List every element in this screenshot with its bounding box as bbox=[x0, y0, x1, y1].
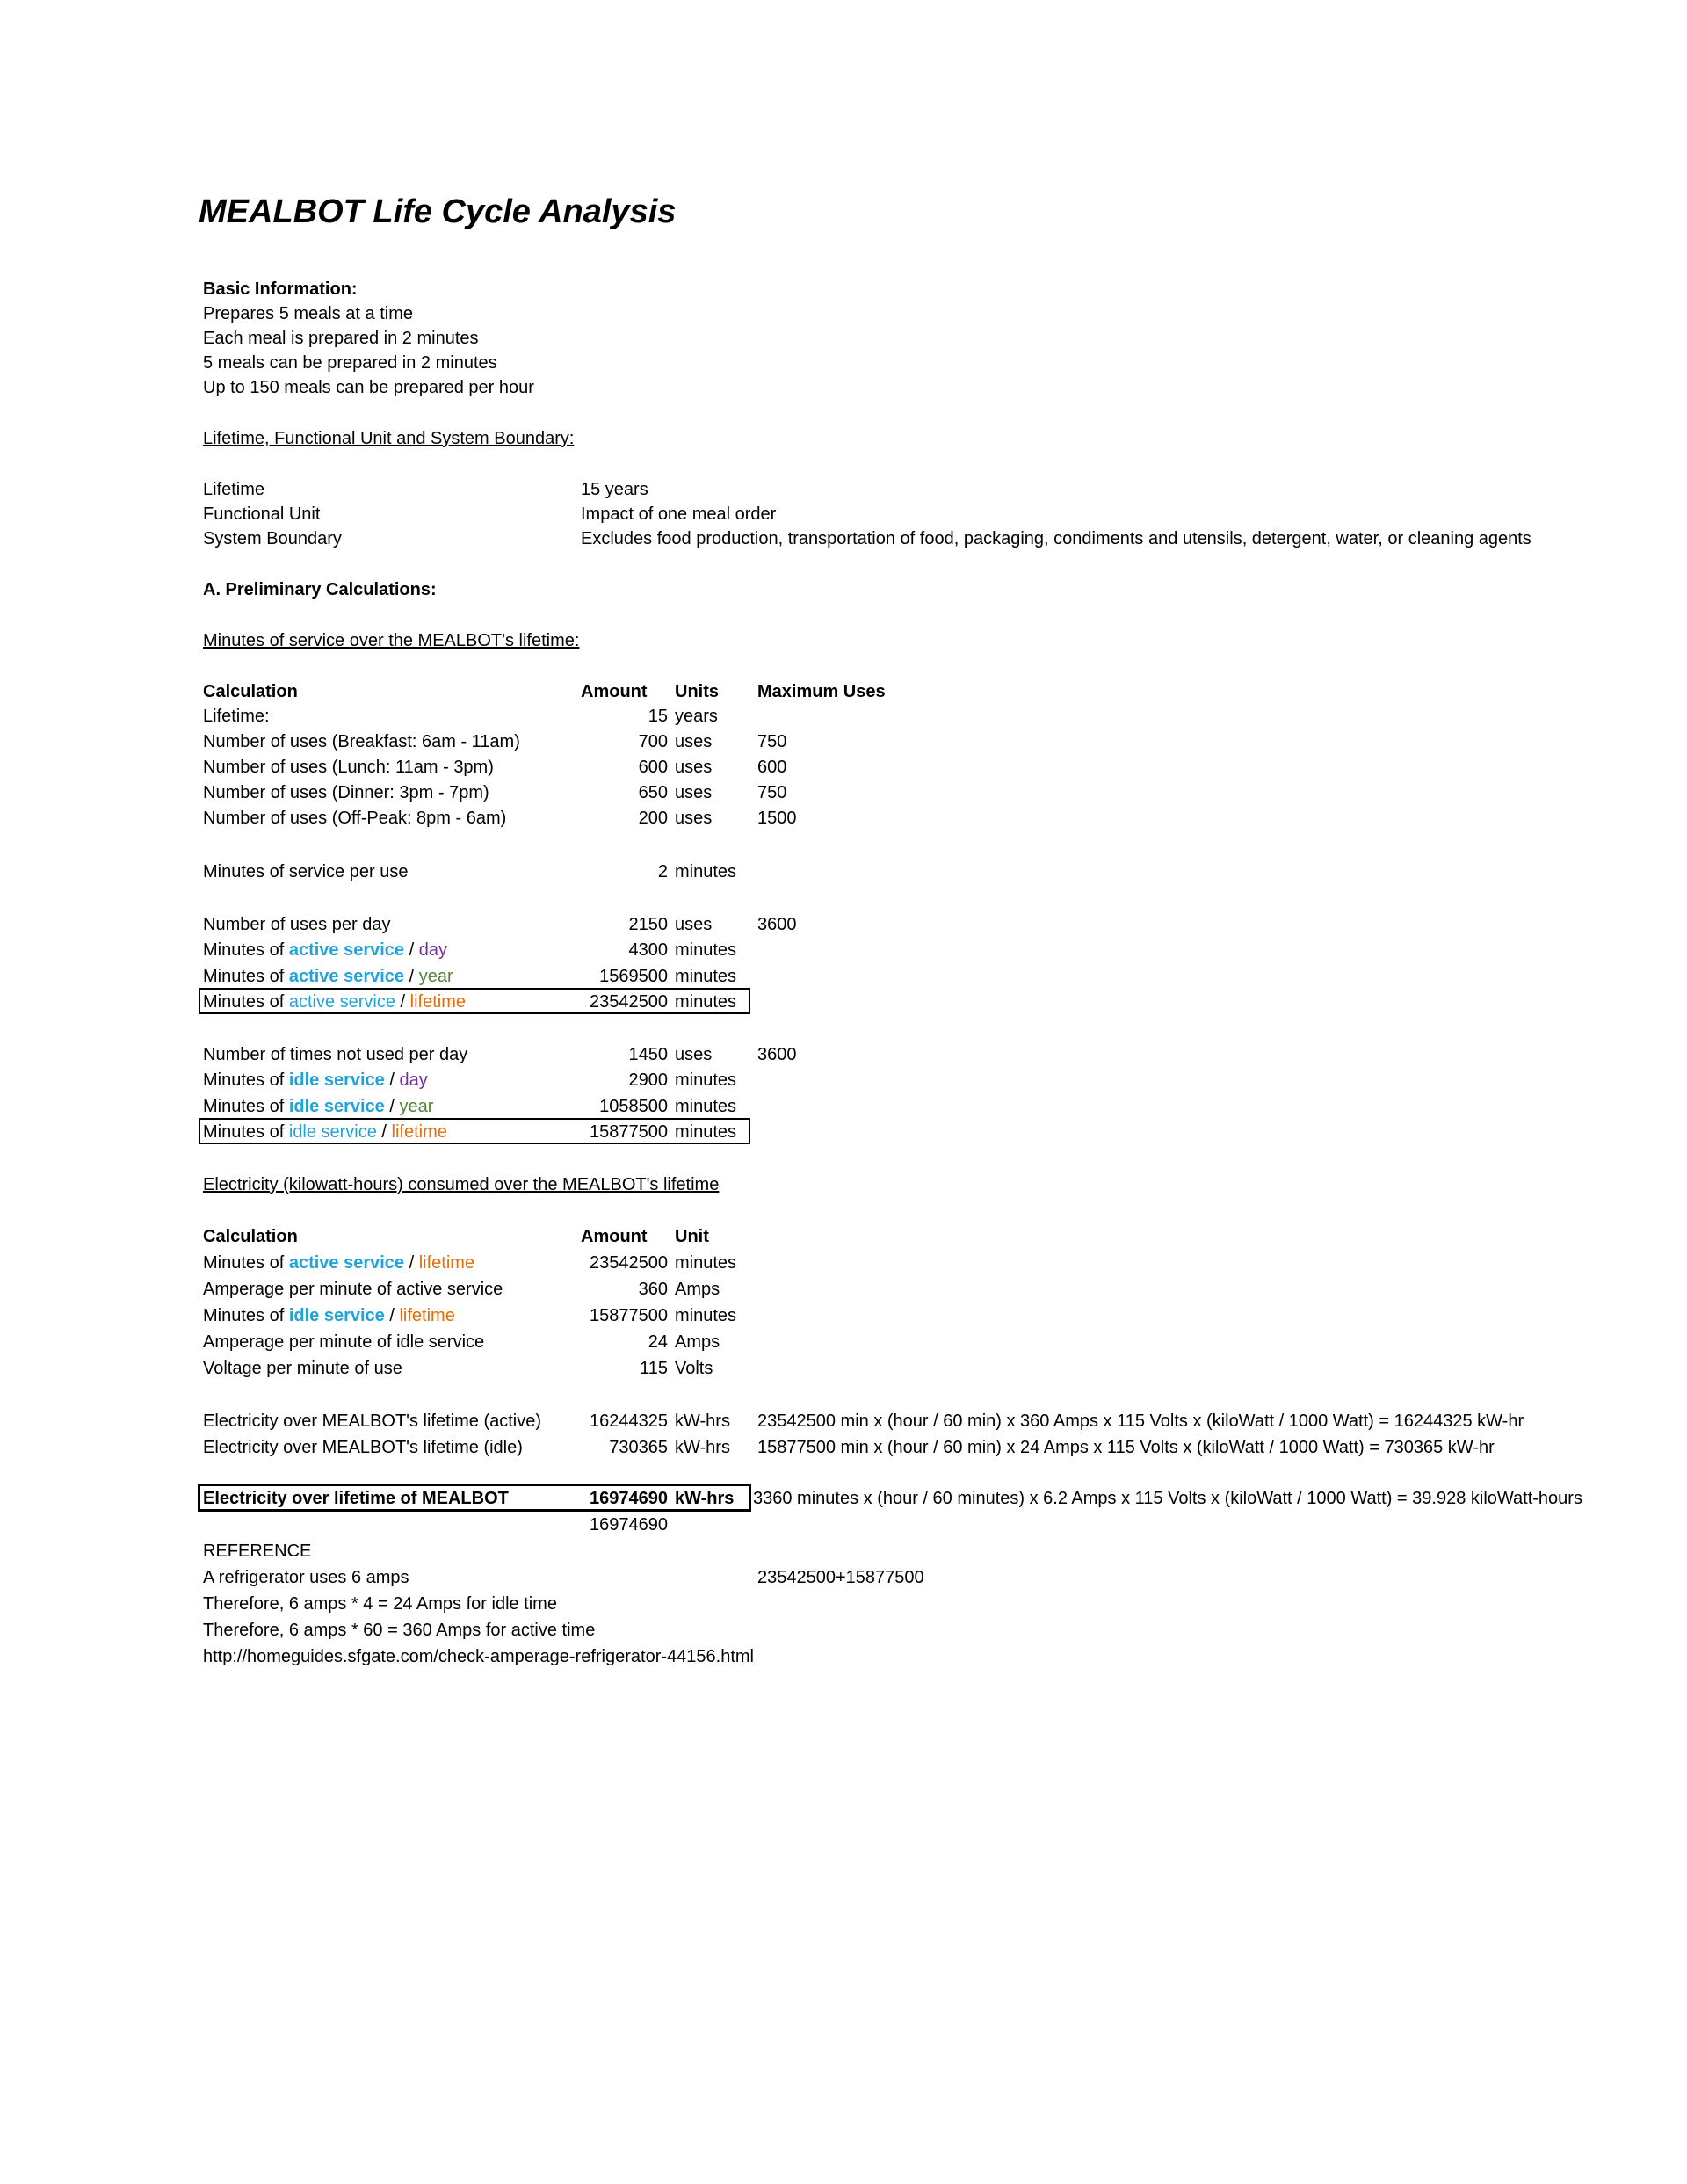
system-boundary-label: System Boundary bbox=[203, 529, 342, 548]
row-max: 750 bbox=[757, 783, 787, 802]
row-label: Minutes of idle service / year bbox=[203, 1097, 434, 1116]
row-amount: 600 bbox=[638, 758, 668, 777]
row-label: Number of times not used per day bbox=[203, 1045, 468, 1064]
row-unit: minutes bbox=[675, 1122, 737, 1142]
row-unit: uses bbox=[675, 732, 713, 751]
row-unit: uses bbox=[675, 915, 713, 934]
row-amount: 1450 bbox=[628, 1045, 668, 1064]
preliminary-heading: A. Preliminary Calculations: bbox=[203, 580, 437, 599]
row-max: 3600 bbox=[757, 915, 797, 934]
row-label: Minutes of idle service / lifetime bbox=[203, 1122, 447, 1142]
row-amount: 15 bbox=[648, 707, 668, 726]
row-label: Minutes of idle service / day bbox=[203, 1070, 428, 1090]
total-repeat: 16974690 bbox=[590, 1515, 668, 1535]
system-boundary-value: Excludes food production, transportation of food, packaging, condiments and utensils, detergent, water, or cleaning agents bbox=[581, 529, 1531, 548]
row-amount: 360 bbox=[638, 1280, 668, 1299]
total-amount: 16974690 bbox=[590, 1489, 668, 1508]
row-amount: 2 bbox=[657, 862, 668, 882]
basic-info-line: 5 meals can be prepared in 2 minutes bbox=[203, 353, 497, 373]
row-max: 600 bbox=[757, 758, 787, 777]
row-label: Minutes of service per use bbox=[203, 862, 409, 882]
row-amount: 1058500 bbox=[599, 1097, 668, 1116]
row-unit: Amps bbox=[675, 1332, 720, 1352]
row-unit: years bbox=[675, 707, 718, 726]
row-unit: uses bbox=[675, 758, 713, 777]
row-amount: 2150 bbox=[628, 915, 668, 934]
row-max: 750 bbox=[757, 732, 787, 751]
row-amount: 730365 bbox=[609, 1438, 668, 1457]
row-unit: Amps bbox=[675, 1280, 720, 1299]
basic-info-heading: Basic Information: bbox=[203, 279, 358, 299]
row-unit: uses bbox=[675, 809, 713, 828]
row-unit: uses bbox=[675, 783, 713, 802]
row-unit: minutes bbox=[675, 1253, 737, 1273]
row-label: Number of uses (Lunch: 11am - 3pm) bbox=[203, 758, 494, 777]
row-label: Electricity over MEALBOT's lifetime (idle) bbox=[203, 1438, 523, 1457]
row-unit: minutes bbox=[675, 1306, 737, 1325]
col-header-units: Units bbox=[675, 682, 719, 701]
functional-unit-label: Functional Unit bbox=[203, 504, 321, 524]
row-label: Lifetime: bbox=[203, 707, 270, 726]
formula-note: 3360 minutes x (hour / 60 minutes) x 6.2 Amps x 115 Volts x (kiloWatt / 1000 Watt) = 39.928 kiloWatt-hours bbox=[753, 1489, 1582, 1508]
row-amount: 15877500 bbox=[590, 1122, 668, 1142]
row-amount: 115 bbox=[640, 1359, 668, 1378]
row-unit: minutes bbox=[675, 940, 737, 960]
row-label: Minutes of idle service / lifetime bbox=[203, 1306, 455, 1325]
row-amount: 650 bbox=[638, 783, 668, 802]
row-label: Electricity over MEALBOT's lifetime (active) bbox=[203, 1411, 542, 1431]
col-header-amount: Amount bbox=[581, 682, 648, 701]
row-unit: kW-hrs bbox=[675, 1438, 730, 1457]
reference-line: Therefore, 6 amps * 60 = 360 Amps for active time bbox=[203, 1621, 596, 1640]
row-amount: 200 bbox=[638, 809, 668, 828]
col-header-max-uses: Maximum Uses bbox=[757, 682, 886, 701]
lifetime-value: 15 years bbox=[581, 480, 648, 499]
row-label: Amperage per minute of idle service bbox=[203, 1332, 485, 1352]
col-header-calculation: Calculation bbox=[203, 682, 298, 701]
row-amount: 16244325 bbox=[590, 1411, 668, 1431]
row-max: 3600 bbox=[757, 1045, 797, 1064]
row-amount: 700 bbox=[638, 732, 668, 751]
row-unit: minutes bbox=[675, 967, 737, 986]
row-unit: minutes bbox=[675, 1070, 737, 1090]
row-amount: 23542500 bbox=[590, 992, 668, 1012]
functional-unit-value: Impact of one meal order bbox=[581, 504, 777, 524]
reference-line: A refrigerator uses 6 amps bbox=[203, 1568, 409, 1587]
formula-note: 23542500 min x (hour / 60 min) x 360 Amps x 115 Volts x (kiloWatt / 1000 Watt) = 16244325 kW-hr bbox=[757, 1411, 1524, 1431]
row-label: Minutes of active service / year bbox=[203, 967, 453, 986]
col-header-unit: Unit bbox=[675, 1227, 709, 1246]
reference-line: Therefore, 6 amps * 4 = 24 Amps for idle time bbox=[203, 1594, 557, 1614]
row-label: Number of uses per day bbox=[203, 915, 391, 934]
row-amount: 2900 bbox=[628, 1070, 668, 1090]
basic-info-line: Prepares 5 meals at a time bbox=[203, 304, 413, 323]
row-label: Number of uses (Breakfast: 6am - 11am) bbox=[203, 732, 520, 751]
basic-info-line: Up to 150 meals can be prepared per hour bbox=[203, 378, 534, 397]
reference-heading: REFERENCE bbox=[203, 1542, 312, 1561]
row-unit: uses bbox=[675, 1045, 713, 1064]
row-max: 1500 bbox=[757, 809, 797, 828]
row-amount: 15877500 bbox=[590, 1306, 668, 1325]
reference-side-note: 23542500+15877500 bbox=[757, 1568, 924, 1587]
row-unit: Volts bbox=[675, 1359, 713, 1378]
row-unit: minutes bbox=[675, 992, 737, 1012]
row-label: Minutes of active service / lifetime bbox=[203, 992, 467, 1012]
row-label: Amperage per minute of active service bbox=[203, 1280, 503, 1299]
total-label: Electricity over lifetime of MEALBOT bbox=[203, 1489, 509, 1508]
row-amount: 4300 bbox=[628, 940, 668, 960]
row-amount: 24 bbox=[648, 1332, 668, 1352]
row-unit: kW-hrs bbox=[675, 1411, 730, 1431]
total-unit: kW-hrs bbox=[675, 1489, 735, 1508]
minutes-subheading: Minutes of service over the MEALBOT's lifetime: bbox=[203, 631, 580, 650]
electricity-subheading: Electricity (kilowatt-hours) consumed over the MEALBOT's lifetime bbox=[203, 1175, 720, 1194]
row-label: Minutes of active service / lifetime bbox=[203, 1253, 475, 1273]
row-unit: minutes bbox=[675, 1097, 737, 1116]
row-unit: minutes bbox=[675, 862, 737, 882]
reference-link[interactable]: http://homeguides.sfgate.com/check-amperage-refrigerator-44156.html bbox=[203, 1647, 754, 1666]
row-amount: 1569500 bbox=[599, 967, 668, 986]
lifetime-label: Lifetime bbox=[203, 480, 265, 499]
row-amount: 23542500 bbox=[590, 1253, 668, 1273]
formula-note: 15877500 min x (hour / 60 min) x 24 Amps x 115 Volts x (kiloWatt / 1000 Watt) = 730365 kW-hr bbox=[757, 1438, 1495, 1457]
lifetime-heading: Lifetime, Functional Unit and System Boundary: bbox=[203, 429, 575, 448]
col-header-calculation: Calculation bbox=[203, 1227, 298, 1246]
row-label: Voltage per minute of use bbox=[203, 1359, 402, 1378]
basic-info-line: Each meal is prepared in 2 minutes bbox=[203, 329, 479, 348]
col-header-amount: Amount bbox=[581, 1227, 648, 1246]
row-label: Number of uses (Dinner: 3pm - 7pm) bbox=[203, 783, 489, 802]
page-title: MEALBOT Life Cycle Analysis bbox=[199, 193, 677, 230]
row-label: Number of uses (Off-Peak: 8pm - 6am) bbox=[203, 809, 507, 828]
row-label: Minutes of active service / day bbox=[203, 940, 447, 960]
